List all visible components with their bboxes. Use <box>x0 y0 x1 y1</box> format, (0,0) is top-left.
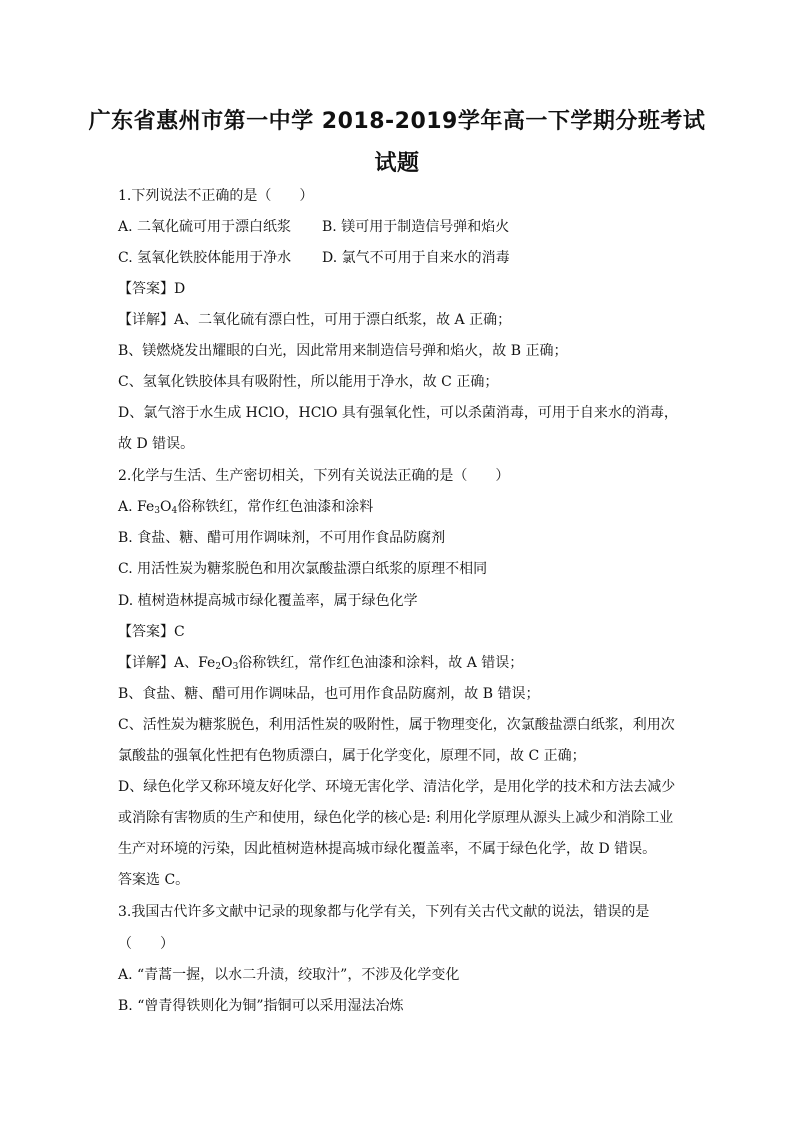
q2-explain-line: 生产对环境的污染，因此植树造林提高城市绿化覆盖率，不属于绿色化学，故 D 错误。 <box>118 841 657 857</box>
q1-answer: 【答案】D <box>118 281 186 297</box>
q1-option-b: B. 镁可用于制造信号弹和焰火 <box>322 219 510 235</box>
title-line-2: 试题 <box>374 151 420 176</box>
q2-explain-oxygen: O <box>221 655 233 671</box>
q1-explain-line: C、氢氧化铁胶体具有吸附性，所以能用于净水，故 C 正确； <box>118 374 499 390</box>
q2-explain-line: 答案选 C。 <box>118 872 190 888</box>
q2-option-c: C. 用活性炭为糖浆脱色和用次氯酸盐漂白纸浆的原理不相同 <box>118 561 488 577</box>
q2-explain-line: C、活性炭为糖浆脱色，利用活性炭的吸附性，属于物理变化，次氯酸盐漂白纸浆，利用次 <box>118 717 675 733</box>
q2-explain-text: 俗称铁红，常作红色油漆和涂料，故 A 错误； <box>238 655 524 671</box>
q3-option-b: B. “曾青得铁则化为铜”指铜可以采用湿法冶炼 <box>118 998 404 1014</box>
q2-option-a-text: 俗称铁红，常作红色油漆和涂料 <box>177 499 374 515</box>
q3-stem: 3.我国古代许多文献中记录的现象都与化学有关，下列有关古代文献的说法，错误的是 <box>118 904 650 920</box>
q3-paren: （ ） <box>118 936 174 952</box>
q2-option-a-sub-2: 4 <box>171 506 178 516</box>
q2-option-a-sub-1: 3 <box>154 506 160 516</box>
q2-stem: 2.化学与生活、生产密切相关，下列有关说法正确的是（ ） <box>118 468 510 484</box>
q2-explain-sub-2: 3 <box>232 662 239 672</box>
q1-option-c: C. 氢氧化铁胶体能用于净水 <box>118 250 292 266</box>
q2-option-a-oxygen: O <box>159 499 172 515</box>
q1-explain-line: B、镁燃烧发出耀眼的白光，因此常用来制造信号弹和焰火，故 B 正确； <box>118 343 568 359</box>
q2-option-b: B. 食盐、糖、醋可用作调味剂，不可用作食品防腐剂 <box>118 530 446 546</box>
q2-explain-line: B、食盐、糖、醋可用作调味品，也可用作食品防腐剂，故 B 错误； <box>118 686 540 702</box>
q2-explain-line: 或消除有害物质的生产和使用，绿色化学的核心是: 利用化学原理从源头上减少和消除工业 <box>118 810 674 826</box>
q2-explain-line: 氯酸盐的强氧化性把有色物质漂白，属于化学变化，原理不同，故 C 正确； <box>118 748 586 764</box>
q2-explain-sub-1: 2 <box>215 662 222 672</box>
q2-answer: 【答案】C <box>118 624 185 640</box>
q1-option-a: A. 二氧化硫可用于漂白纸浆 <box>118 219 292 235</box>
q1-explain-line: 【详解】A、二氧化硫有漂白性，可用于漂白纸浆，故 A 正确； <box>118 312 512 328</box>
q2-option-a <box>118 498 373 516</box>
q2-explain-line <box>118 654 523 672</box>
q2-option-d: D. 植树造林提高城市绿化覆盖率，属于绿色化学 <box>118 593 418 609</box>
q1-explain-line: D、氯气溶于水生成 HClO，HClO 具有强氧化性，可以杀菌消毒，可用于自来水的消毒， <box>118 405 678 421</box>
q1-stem: 1.下列说法不正确的是（ ） <box>118 188 314 204</box>
q2-explain-prefix: 【详解】A、Fe <box>118 655 216 671</box>
q2-explain-line: D、绿色化学又称环境友好化学、环境无害化学、清洁化学，是用化学的技术和方法去减少 <box>118 779 676 795</box>
q3-option-a: A. “青蒿一握，以水二升渍，绞取汁”，不涉及化学变化 <box>118 967 460 983</box>
q2-option-a-prefix: A. Fe <box>118 499 155 515</box>
q1-explain-line: 故 D 错误。 <box>118 436 195 452</box>
q1-option-d: D. 氯气不可用于自来水的消毒 <box>322 250 510 266</box>
title-line-1: 广东省惠州市第一中学 2018-2019学年高一下学期分班考试 <box>88 109 706 134</box>
